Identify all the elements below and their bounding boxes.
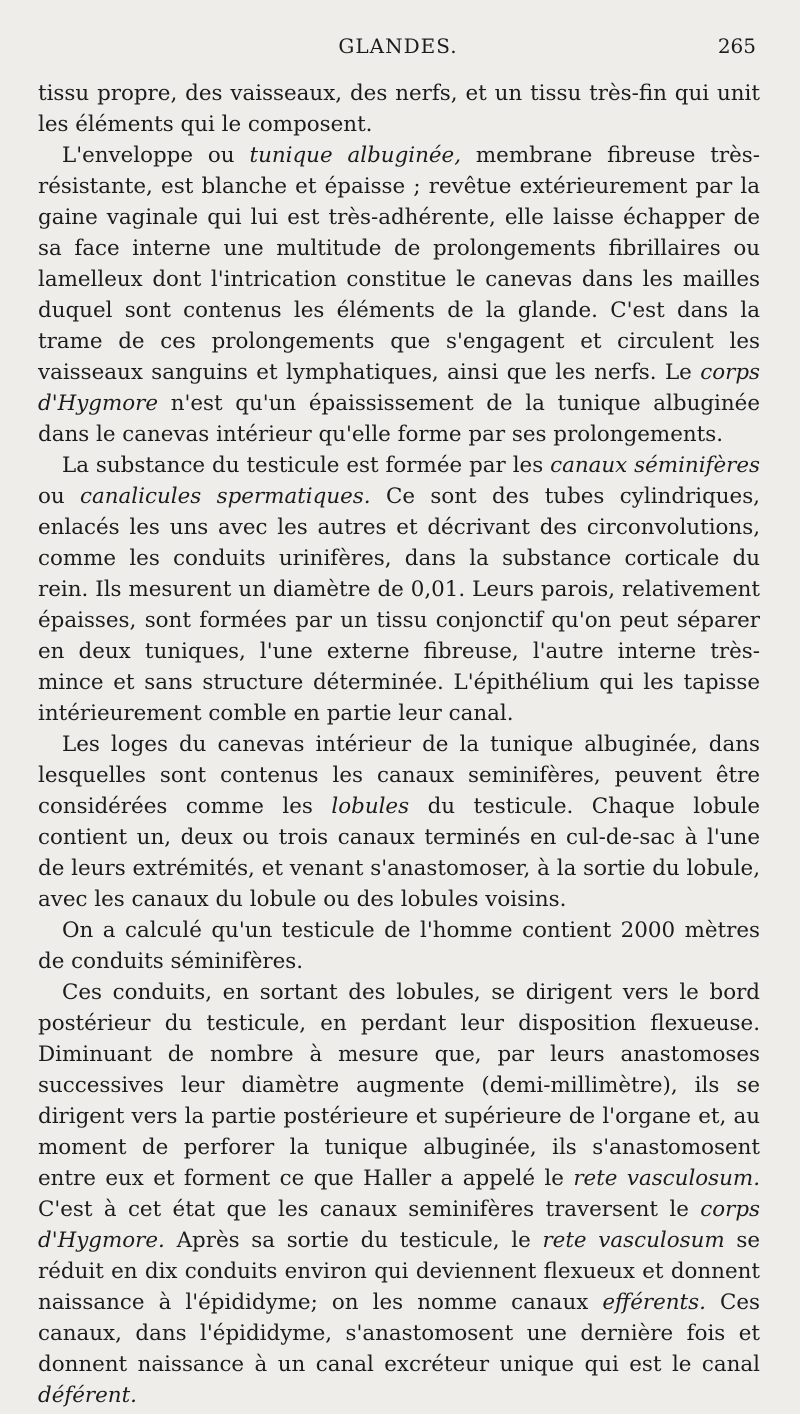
italic-term: corps d'Hygmore xyxy=(38,360,760,416)
paragraph xyxy=(38,450,760,729)
text-run: tissu propre, des vaisseaux, des nerfs, et un tissu très-fin qui unit les éléments qui le composent. xyxy=(38,81,760,137)
paragraph xyxy=(38,915,760,977)
paragraph xyxy=(38,977,760,1411)
paragraph xyxy=(38,140,760,450)
text-run: membrane fibreuse très-résistante, est blanche et épaisse ; revêtue extérieurement par la gaine vaginale qui lui est très-adhérente, elle laisse échapper de sa face interne une multitude de prolongements fibrillaires ou lamelleux dont l'intrication constitue le canevas dans les mailles duquel sont contenus les éléments de la glande. C'est dans la trame de ces prolongements que s'engagent et circulent les vaisseaux sanguins et lymphatiques, ainsi que les nerfs. Le xyxy=(38,143,760,385)
italic-term: canaux séminifères xyxy=(550,453,760,478)
text-run: ou xyxy=(38,484,81,509)
text-run: se réduit en dix conduits environ qui deviennent flexueux et donnent naissance à l'épididyme; on les nomme canaux xyxy=(38,1228,760,1315)
italic-term: tunique albuginée, xyxy=(249,143,461,168)
page-header xyxy=(40,34,756,62)
page-number: 265 xyxy=(717,34,756,58)
text-run: du testicule. Chaque lobule contient un, deux ou trois canaux terminés en cul-de-sac à l'une de leurs extrémités, et venant s'anastomoser, à la sortie du lobule, avec les canaux du lobule ou des lobules voisins. xyxy=(38,794,760,912)
italic-term: efférents. xyxy=(602,1290,706,1315)
italic-term: lobules xyxy=(331,794,410,819)
text-run: n'est qu'un épaississement de la tunique albuginée dans le canevas intérieur qu'elle forme par ses prolongements. xyxy=(38,391,760,447)
italic-term: canalicules spermatiques. xyxy=(80,484,371,509)
text-run: Ces conduits, en sortant des lobules, se dirigent vers le bord postérieur du testicule, en perdant leur disposition flexueuse. Diminuant de nombre à mesure que, par leurs anastomoses successives leur diamètre augmente (demi-millimètre), ils se dirigent vers la partie postérieure et supérieure de l'organe et, au moment de perforer la tunique albuginée, ils s'anastomosent entre eux et forment ce que Haller a appelé le xyxy=(38,980,760,1191)
paragraph xyxy=(38,78,760,140)
italic-term: déférent. xyxy=(38,1383,137,1408)
italic-term: corps d'Hygmore. xyxy=(38,1197,760,1253)
paragraph xyxy=(38,729,760,915)
text-run: Ces canaux, dans l'épididyme, s'anastomosent une dernière fois et donnent naissance à un canal excréteur unique qui est le canal xyxy=(38,1290,760,1377)
text-run: Ce sont des tubes cylindriques, enlacés les uns avec les autres et décrivant des circonvolutions, comme les conduits urinifères, dans la substance corticale du rein. Ils mesurent un diamètre de 0,01. Leurs parois, relativement épaisses, sont formées par un tissu conjonctif qu'on peut séparer en deux tuniques, l'une externe fibreuse, l'autre interne très-mince et sans structure déterminée. L'épithélium qui les tapisse intérieurement comble en partie leur canal. xyxy=(38,484,760,726)
italic-term: rete vasculosum xyxy=(542,1228,725,1253)
italic-term: rete vasculosum. xyxy=(573,1166,760,1191)
text-run: Les loges du canevas intérieur de la tunique albuginée, dans lesquelles sont contenus les canaux seminifères, peuvent être considérées comme les xyxy=(38,732,760,819)
text-run: C'est à cet état que les canaux seminifères traversent le xyxy=(38,1197,701,1222)
text-run: On a calculé qu'un testicule de l'homme contient 2000 mètres de conduits séminifères. xyxy=(38,918,760,974)
running-title: GLANDES. xyxy=(338,34,458,58)
text-run: L'enveloppe ou xyxy=(62,143,250,168)
text-run: Après sa sortie du testicule, le xyxy=(164,1228,543,1253)
body-text xyxy=(38,78,760,1411)
text-run: La substance du testicule est formée par les xyxy=(62,453,551,478)
